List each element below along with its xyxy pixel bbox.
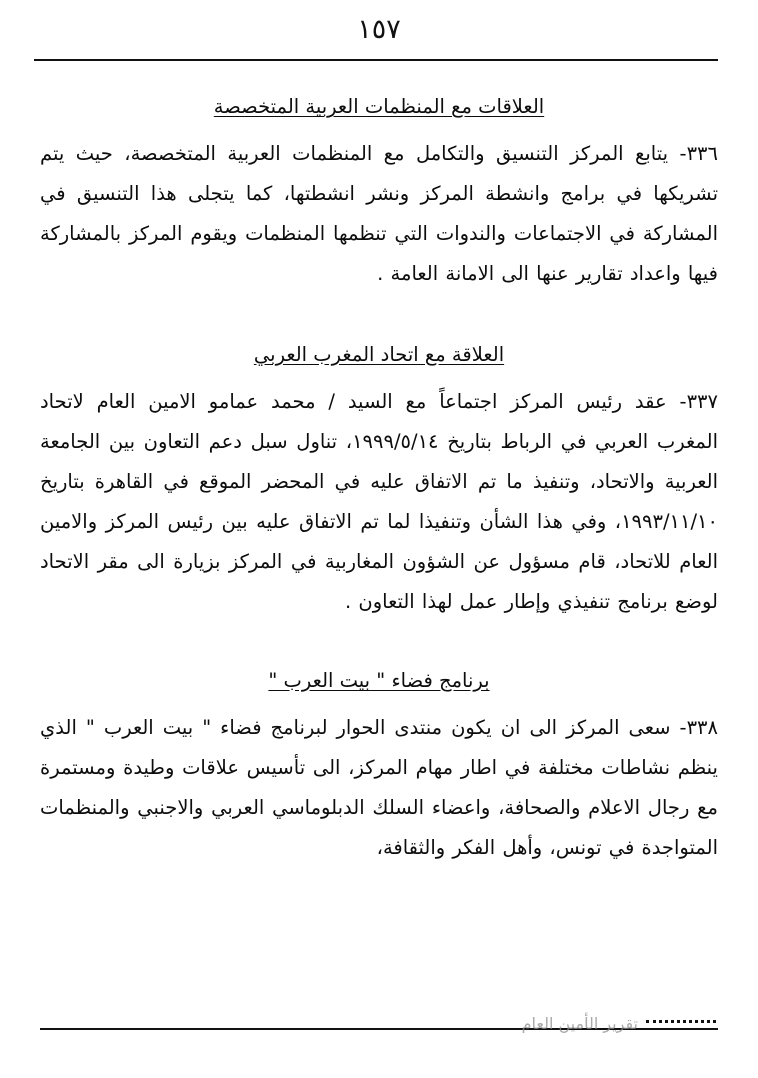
paragraph-337-text: عقد رئيس المركز اجتماعاً مع السيد / محمد عمامو الامين العام لاتحاد المغرب العربي في الرباط بتاريخ ١٩٩٩/٥/١٤، تناول سبل دعم التعاون بين الجامعة العربية والاتحاد، وتنفيذ ما تم الاتفاق عليه في المحضر الموقع في القاهرة بتاريخ ١٩٩٣/١١/١٠، وفي هذا الشأن وتنفيذا لما تم الاتفاق عليه بين رئيس المركز والامين العام للاتحاد، قام مسؤول عن الشؤون المغاربية في المركز بزيارة الى مقر الاتحاد لوضع برنامج تنفيذي وإطار عمل لهذا التعاون . — [40, 389, 718, 614]
paragraph-337 — [40, 382, 718, 623]
paragraph-336-number: ٣٣٦- — [679, 142, 718, 165]
section-heading-2-text: العلاقة مع اتحاد المغرب العربي — [253, 342, 505, 366]
paragraph-336-text: يتابع المركز التنسيق والتكامل مع المنظمات العربية المتخصصة، حيث يتم تشريكها في برامج وانشطة المركز ونشر انشطتها، كما يتجلى هذا التنسيق في المشاركة في الاجتماعات والندوات التي تنظمها المنظمات ويقوم المركز بالمشاركة فيها واعداد تقارير عنها الى الامانة العامة . — [40, 142, 718, 286]
section-heading-2 — [40, 339, 718, 366]
section-heading-3-text: برنامج فضاء " بيت العرب " — [268, 668, 490, 692]
footer-watermark-text: تقرير الأمين العام — [521, 1014, 638, 1033]
section-heading-3 — [40, 665, 718, 692]
paragraph-338 — [40, 708, 718, 869]
section-heading-1-text: العلاقات مع المنظمات العربية المتخصصة — [213, 95, 545, 118]
paragraph-338-text: سعى المركز الى ان يكون منتدى الحوار لبرنامج فضاء " بيت العرب " الذي ينظم نشاطات مختلفة في اطار مهام المركز، الى تأسيس علاقات وطيدة ومستمرة مع رجال الاعلام والصحافة، واعضاء السلك الدبلوماسي العربي والاجنبي والمنظمات المتواجدة في تونس، وأهل الفكر والثقافة، — [40, 715, 718, 860]
page-footer — [40, 1016, 718, 1042]
footer-dashes — [646, 1020, 716, 1023]
paragraph-338-number: ٣٣٨- — [679, 715, 718, 739]
section-heading-1 — [40, 91, 718, 118]
page-content — [40, 61, 718, 868]
paragraph-336 — [40, 134, 718, 295]
paragraph-337-number: ٣٣٧- — [679, 389, 718, 413]
page-number: ١٥٧ — [357, 14, 401, 45]
